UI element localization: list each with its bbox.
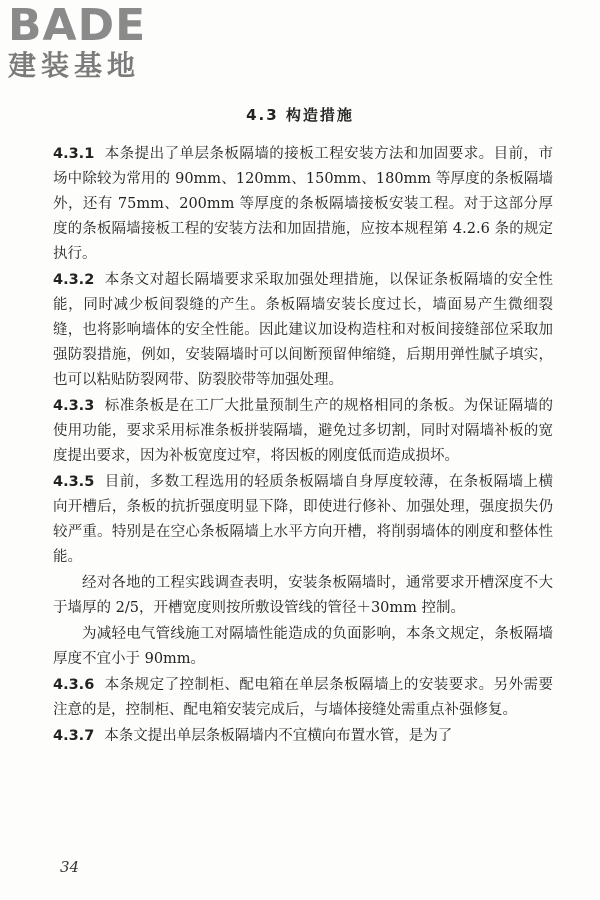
clause-number: 4.3.3 [53,398,95,414]
paragraph-text: 经对各地的工程实践调查表明，安装条板隔墙时，通常要求开槽深度不大于墙厚的 2/5，开槽宽度则按所敷设管线的管径＋30mm 控制。 [53,575,553,616]
paragraph-4-3-2 [53,268,553,393]
paragraph-text: 为减轻电气管线施工对隔墙性能造成的负面影响，本条文规定，条板隔墙厚度不宜小于 90mm。 [53,626,553,667]
logo [8,0,178,86]
section-heading: 4.3 构造措施 [246,106,354,124]
page-number: 34 [60,858,80,876]
clause-number: 4.3.2 [53,272,95,288]
clause-number: 4.3.1 [53,146,95,162]
paragraph-text: 本条文对超长隔墙要求采取加强处理措施，以保证条板隔墙的安全性能，同时减少板间裂缝的产生。条板隔墙安装长度过长，墙面易产生微细裂缝，也将影响墙体的安全性能。因此建议加设构造柱和对板间接缝部位采取加强防裂措施，例如，安装隔墙时可以间断预留伸缩缝，后期用弹性腻子填实，也可以粘贴防裂网带、防裂胶带等加强处理。 [53,272,553,388]
paragraph-text: 目前，多数工程选用的轻质条板隔墙自身厚度较薄，在条板隔墙上横向开槽后，条板的抗折强度明显下降，即使进行修补、加强处理，强度损失仍较严重。特别是在空心条板隔墙上水平方向开槽，将削弱墙体的刚度和整体性能。 [53,474,553,565]
logo-wordmark: BADE [8,0,147,51]
paragraph-4-3-3 [53,394,553,469]
paragraph-4-3-7 [53,724,553,749]
body-text [53,142,553,750]
clause-number: 4.3.5 [53,474,95,490]
logo-subtitle: 建装基地 [8,49,141,82]
clause-number: 4.3.6 [53,677,95,693]
paragraph-4-3-6 [53,673,553,723]
paragraph-continuation [53,571,553,621]
paragraph-text: 标准条板是在工厂大批量预制生产的规格相同的条板。为保证隔墙的使用功能，要求采用标准条板拼装隔墙，避免过多切割，同时对隔墙补板的宽度提出要求，因为补板宽度过窄，将因板的刚度低而造成损坏。 [53,398,553,464]
paragraph-text: 本条文提出单层条板隔墙内不宜横向布置水管，是为了 [104,728,453,744]
paragraph-4-3-5 [53,470,553,570]
paragraph-4-3-1 [53,142,553,267]
paragraph-text: 本条提出了单层条板隔墙的接板工程安装方法和加固要求。目前，市场中除较为常用的 90mm、120mm、150mm、180mm 等厚度的条板隔墙外，还有 75mm、200mm 等厚度的条板隔墙接板安装工程。对于这部分厚度的条板隔墙接板工程的安装方法和加固措施，应按本规程第 4.2.6 条的规定执行。 [53,146,553,262]
paragraph-text: 本条规定了控制柜、配电箱在单层条板隔墙上的安装要求。另外需要注意的是，控制柜、配电箱安装完成后，与墙体接缝处需重点补强修复。 [53,677,553,718]
clause-number: 4.3.7 [53,728,95,744]
paragraph-continuation [53,622,553,672]
